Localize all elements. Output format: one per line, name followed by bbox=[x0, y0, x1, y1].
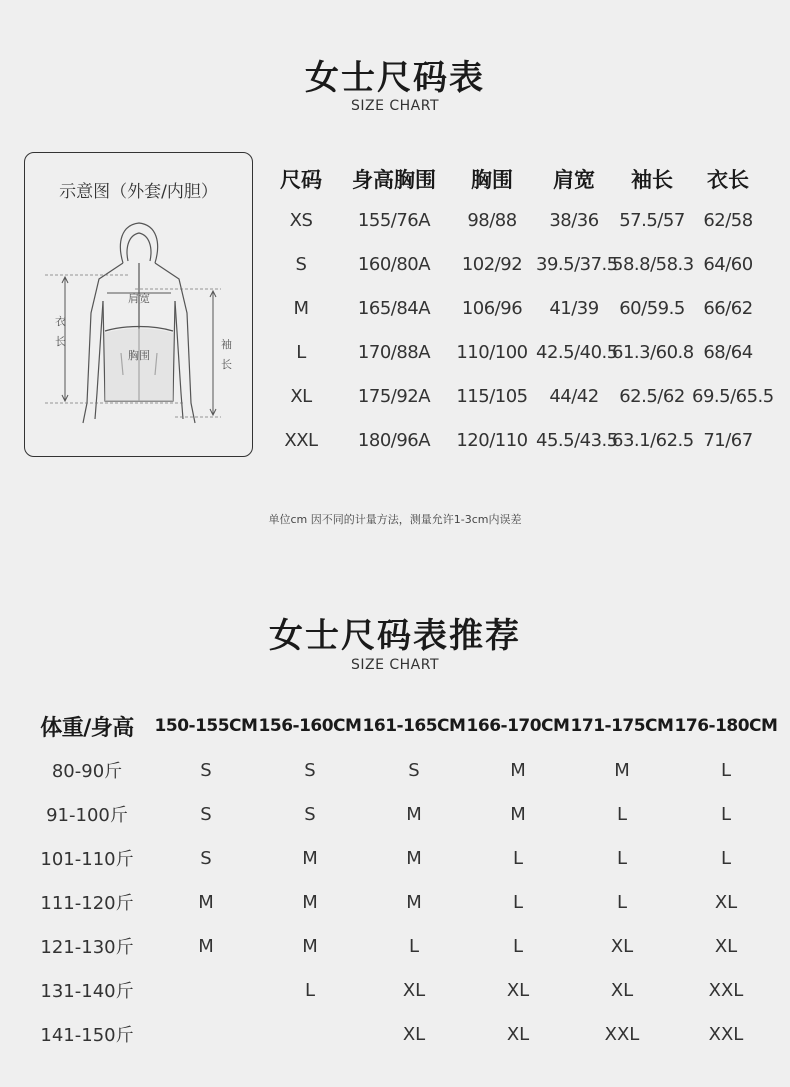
size-cell: S bbox=[304, 803, 316, 825]
height-range-header: 156-160CM bbox=[258, 716, 362, 736]
size-cell: L bbox=[720, 803, 732, 825]
size-cell: XL bbox=[714, 891, 738, 913]
header-length: 衣长 bbox=[707, 168, 749, 192]
chest-cell: 102/92 bbox=[461, 253, 523, 275]
sleeve-cell: 61.3/60.8 bbox=[612, 341, 694, 363]
height-range-header: 150-155CM bbox=[154, 716, 258, 736]
header-sleeve: 袖长 bbox=[631, 168, 673, 192]
sleeve-cell: 63.1/62.5 bbox=[612, 429, 694, 451]
weight-cell: 101-110斤 bbox=[40, 849, 134, 870]
table-row bbox=[262, 242, 790, 286]
sleeve-label-1: 袖 bbox=[221, 338, 232, 351]
size-table bbox=[262, 160, 790, 462]
size-cell: L bbox=[720, 759, 732, 781]
size-cell: XS bbox=[289, 209, 313, 231]
table-row bbox=[262, 286, 790, 330]
chest-cell: 120/110 bbox=[456, 429, 528, 451]
weight-cell: 111-120斤 bbox=[40, 893, 134, 914]
sleeve-label-2: 长 bbox=[221, 358, 232, 371]
size-cell: XL bbox=[402, 979, 426, 1001]
chest-cell: 106/96 bbox=[461, 297, 523, 319]
chest-label: 胸围 bbox=[128, 349, 150, 362]
table-row bbox=[20, 924, 780, 968]
chart-title: 女士尺码表 bbox=[305, 58, 485, 98]
sleeve-cell: 62.5/62 bbox=[619, 385, 685, 407]
size-cell: L bbox=[512, 847, 524, 869]
length-cell: 69.5/65.5 bbox=[692, 385, 774, 407]
size-cell: M bbox=[302, 891, 318, 913]
table-row bbox=[262, 418, 790, 462]
size-cell: S bbox=[304, 759, 316, 781]
size-cell: S bbox=[200, 847, 212, 869]
shoulder-cell: 38/36 bbox=[549, 209, 599, 231]
size-cell: XXL bbox=[708, 1023, 744, 1045]
height-range-header: 161-165CM bbox=[362, 716, 466, 736]
size-cell: S bbox=[295, 253, 307, 275]
table-row bbox=[20, 1012, 780, 1056]
size-cell: L bbox=[512, 935, 524, 957]
length-cell: 68/64 bbox=[703, 341, 753, 363]
height-chest-cell: 170/88A bbox=[357, 341, 431, 363]
size-cell: L bbox=[512, 891, 524, 913]
jacket-illustration bbox=[25, 213, 254, 453]
table-row bbox=[20, 792, 780, 836]
weight-cell: 91-100斤 bbox=[46, 805, 128, 826]
size-cell: S bbox=[200, 759, 212, 781]
chart-subtitle: SIZE CHART bbox=[350, 98, 440, 114]
size-cell: L bbox=[720, 847, 732, 869]
size-cell: M bbox=[510, 803, 526, 825]
length-label-1: 衣 bbox=[55, 315, 66, 328]
corner-label: 体重/身高 bbox=[40, 715, 134, 741]
sleeve-cell: 57.5/57 bbox=[619, 209, 685, 231]
height-chest-cell: 180/96A bbox=[357, 429, 431, 451]
shoulder-cell: 45.5/43.5 bbox=[536, 429, 618, 451]
size-cell: L bbox=[408, 935, 420, 957]
size-cell: S bbox=[408, 759, 420, 781]
size-cell: XL bbox=[402, 1023, 426, 1045]
size-cell: M bbox=[406, 847, 422, 869]
height-chest-cell: 165/84A bbox=[357, 297, 431, 319]
height-range-header: 171-175CM bbox=[570, 716, 674, 736]
size-cell: L bbox=[616, 803, 628, 825]
table-row bbox=[262, 198, 790, 242]
length-label-2: 长 bbox=[55, 335, 66, 348]
size-cell: L bbox=[616, 847, 628, 869]
size-cell: XXL bbox=[284, 429, 318, 451]
chest-cell: 98/88 bbox=[467, 209, 517, 231]
recommendation-subtitle: SIZE CHART bbox=[350, 657, 440, 673]
table-row bbox=[262, 330, 790, 374]
length-cell: 66/62 bbox=[703, 297, 753, 319]
chest-cell: 110/100 bbox=[456, 341, 528, 363]
length-cell: 62/58 bbox=[703, 209, 753, 231]
shoulder-label: 肩宽 bbox=[128, 292, 150, 305]
height-chest-cell: 160/80A bbox=[357, 253, 431, 275]
table-row bbox=[20, 880, 780, 924]
weight-cell: 131-140斤 bbox=[40, 981, 134, 1002]
height-chest-cell: 155/76A bbox=[357, 209, 431, 231]
size-cell: M bbox=[406, 803, 422, 825]
chest-cell: 115/105 bbox=[456, 385, 528, 407]
table-row bbox=[20, 836, 780, 880]
shoulder-cell: 42.5/40.5 bbox=[536, 341, 618, 363]
table-row bbox=[20, 968, 780, 1012]
shoulder-cell: 44/42 bbox=[549, 385, 599, 407]
header-shoulder: 肩宽 bbox=[553, 168, 595, 192]
header-height-chest: 身高胸围 bbox=[352, 168, 436, 192]
size-cell: L bbox=[296, 341, 306, 363]
table-row bbox=[20, 748, 780, 792]
size-cell: XL bbox=[290, 385, 312, 407]
recommendation-title: 女士尺码表推荐 bbox=[269, 616, 521, 656]
measurement-note: 单位cm 因不同的计量方法，测量允许1-3cm内误差 bbox=[268, 513, 522, 526]
weight-cell: 141-150斤 bbox=[40, 1025, 134, 1046]
size-cell: M bbox=[293, 297, 309, 319]
size-table-header bbox=[262, 160, 790, 198]
diagram-caption: 示意图（外套/内胆） bbox=[59, 182, 218, 202]
recommendation-table bbox=[20, 704, 780, 1056]
size-cell: M bbox=[198, 935, 214, 957]
recommendation-header bbox=[20, 704, 780, 748]
size-cell: S bbox=[200, 803, 212, 825]
measurement-diagram bbox=[24, 152, 253, 457]
sleeve-cell: 60/59.5 bbox=[619, 297, 685, 319]
size-cell: L bbox=[304, 979, 316, 1001]
table-row bbox=[262, 374, 790, 418]
weight-cell: 80-90斤 bbox=[51, 761, 123, 782]
header-chest: 胸围 bbox=[471, 168, 513, 192]
size-cell: XL bbox=[610, 935, 634, 957]
size-cell: XL bbox=[506, 979, 530, 1001]
shoulder-cell: 39.5/37.5 bbox=[536, 253, 618, 275]
header-size: 尺码 bbox=[280, 168, 322, 192]
size-cell: M bbox=[406, 891, 422, 913]
length-cell: 71/67 bbox=[703, 429, 753, 451]
sleeve-cell: 58.8/58.3 bbox=[612, 253, 694, 275]
weight-cell: 121-130斤 bbox=[40, 937, 134, 958]
size-cell: M bbox=[510, 759, 526, 781]
shoulder-cell: 41/39 bbox=[549, 297, 599, 319]
size-cell: XL bbox=[610, 979, 634, 1001]
size-cell: XXL bbox=[604, 1023, 640, 1045]
size-cell: M bbox=[302, 847, 318, 869]
size-cell: L bbox=[616, 891, 628, 913]
size-cell: M bbox=[302, 935, 318, 957]
size-cell: XXL bbox=[708, 979, 744, 1001]
height-chest-cell: 175/92A bbox=[357, 385, 431, 407]
height-range-header: 166-170CM bbox=[466, 716, 570, 736]
size-cell: M bbox=[614, 759, 630, 781]
height-range-header: 176-180CM bbox=[674, 716, 778, 736]
length-cell: 64/60 bbox=[703, 253, 753, 275]
size-cell: M bbox=[198, 891, 214, 913]
size-cell: XL bbox=[714, 935, 738, 957]
size-cell: XL bbox=[506, 1023, 530, 1045]
